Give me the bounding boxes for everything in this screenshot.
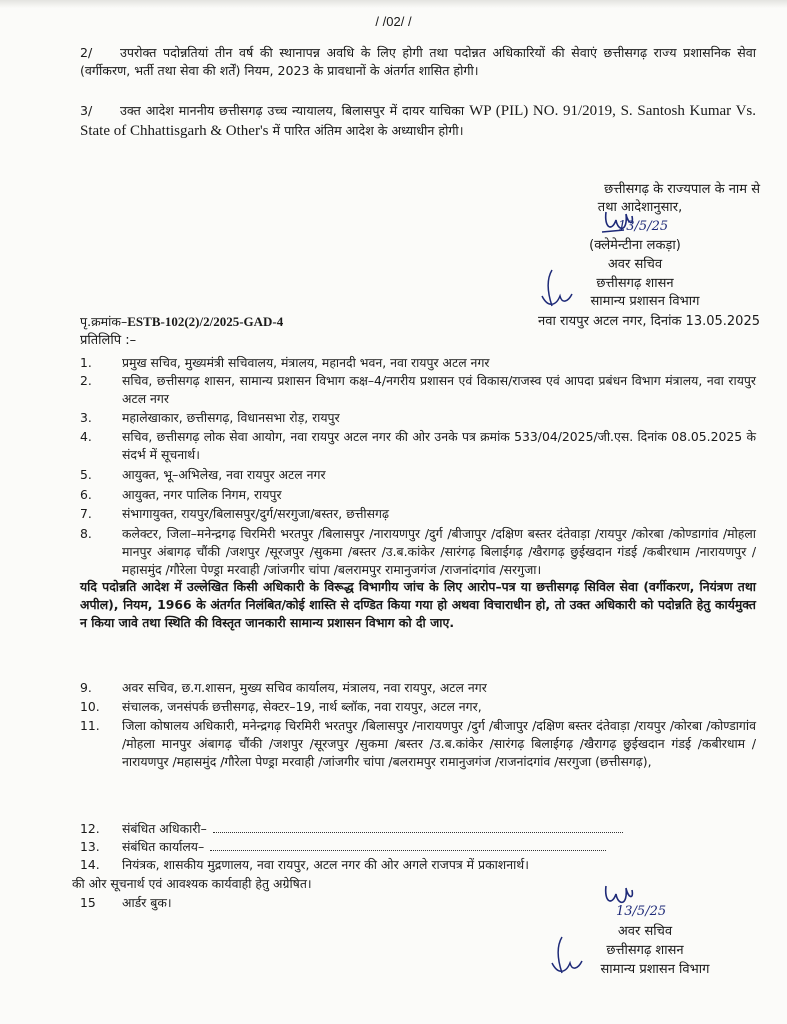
list-item (80, 372, 756, 408)
list-item-number: 8. (80, 526, 92, 541)
list-item (80, 838, 756, 856)
signature-date-2: 13/5/25 (616, 904, 667, 919)
reference-code: ESTB-102(2)/2/2025-GAD-4 (127, 314, 284, 329)
list-item (80, 505, 756, 523)
list-item-text: आयुक्त, भू–अभिलेख, नवा रायपुर अटल नगर (122, 467, 326, 482)
list-item-number: 7. (80, 506, 92, 521)
by-order-line: तथा आदेशानुसार, (597, 200, 683, 215)
paragraph-3 (80, 101, 756, 141)
list-item-number: 9. (80, 680, 92, 695)
list-item-number: 12. (80, 821, 100, 836)
list-item-text: जिला कोषालय अधिकारी, मनेन्द्रगढ़ चिरमिरी भरतपुर /बिलासपुर /नारायणपुर /दुर्ग /बीजापुर /दक्षिण बस्तर दंतेवाड़ा /रायपुर /कोरबा /कोण्डागांव /मोहला मानपुर अंबागढ़ चौंकी /जशपुर /सूरजपुर /सुकमा /बस्तर /उ.ब.कांकेर /सारंगढ़ बिलाईगढ़ /खैरागढ़ छुईखदान गंडई /कबीरधाम /नारायणपुर /महासमुंद /गौरेला पेण्ड्रा मरवाही /जांजगीर चांपा /बलरामपुर रामानुजगंज /राजनांदगांव /सरगुजा (छत्तीसगढ़), (122, 718, 756, 769)
forward-note: की ओर सूचनार्थ एवं आवश्यक कार्यवाही हेतु अग्रेषित। (72, 876, 312, 891)
list-item-text: नियंत्रक, शासकीय मुद्रणालय, नवा रायपुर, अटल नगर की ओर अगले राजपत्र में प्रकाशनार्थ। (122, 857, 529, 872)
list-item-number: 15 (80, 895, 96, 910)
list-item-number: 1. (80, 355, 92, 370)
list-item-text: महालेखाकार, छत्तीसगढ़, विधानसभा रोड़, रायपुर (122, 410, 340, 425)
list-item (80, 820, 756, 838)
reference-number (80, 313, 283, 330)
list-item-number: 11. (80, 718, 100, 733)
page-number: / /02/ / (375, 14, 412, 29)
list-item (80, 466, 756, 484)
list-item-text: प्रमुख सचिव, मुख्यमंत्री सचिवालय, मंत्रालय, महानदी भवन, नवा रायपुर अटल नगर (122, 355, 490, 370)
reference-prefix: पृ.क्रमांक– (80, 314, 128, 329)
list-item-number: 10. (80, 699, 100, 714)
paragraph-text-b: में पारित अंतिम आदेश के अध्याधीन होगी। (272, 123, 464, 138)
list-item-number: 6. (80, 487, 92, 502)
list-item (80, 525, 756, 631)
paragraph-number: 2/ (80, 45, 93, 60)
paragraph-text: उपरोक्त पदोन्नतियां तीन वर्ष की स्थानापन्न अवधि के लिए होगी तथा पदोन्नत अधिकारियों की सेवाएं छत्तीसगढ़ राज्य प्रशासनिक सेवा (वर्गीकरण, भर्ती तथा सेवा की शर्तें) नियम, 2023 के प्रावधानों के अंतर्गत शासित होगी। (80, 45, 756, 78)
list-item-text: कलेक्टर, जिला–मनेन्द्रगढ़ चिरमिरी भरतपुर /बिलासपुर /नारायणपुर /दुर्ग /बीजापुर /दक्षिण बस्तर दंतेवाड़ा /रायपुर /कोरबा /कोण्डागांव /मोहला मानपुर अंबागढ़ चौंकी /जशपुर /सूरजपुर /सुकमा /बस्तर /उ.ब.कांकेर /सारंगढ़ बिलाईगढ़ /खैरागढ़ छुईखदान गंडई /कबीरधाम /नारायणपुर /महासमुंद /गौरेला पेण्ड्रा मरवाही /जांजगीर चांपा /बलरामपुर रामानुजगंज /राजनांदगांव /सरगुजा। (122, 526, 756, 577)
case-reference: WP (PIL) NO. 91/2019, S. Santosh Kumar Vs. State of Chhattisgarh & Other's (80, 103, 756, 139)
list-item-number: 4. (80, 429, 92, 444)
signatory-designation-2: अवर सचिव (617, 924, 673, 939)
list-item-text: संचालक, जनसंपर्क छत्तीसगढ़, सेक्टर–19, नार्थ ब्लॉक, नवा रायपुर, अटल नगर, (122, 699, 482, 714)
list-item (80, 486, 756, 504)
list-item-number: 5. (80, 467, 92, 482)
paragraph-2 (80, 44, 756, 80)
signature-date-1: 13/5/25 (618, 219, 669, 234)
blank-line (213, 820, 623, 833)
list-item-text: आयुक्त, नगर पालिक निगम, रायपुर (122, 487, 282, 502)
list-item-text: सचिव, छत्तीसगढ़ लोक सेवा आयोग, नवा रायपुर अटल नगर की ओर उनके पत्र क्रमांक 533/04/2025/जी.एस. दिनांक 08.05.2025 के संदर्भ में सूचनार्थ। (122, 429, 756, 462)
disciplinary-note: यदि पदोन्नति आदेश में उल्लेखित किसी अधिकारी के विरूद्ध विभागीय जांच के लिए आरोप–पत्र या छत्तीसगढ़ सिविल सेवा (वर्गीकरण, नियंत्रण तथा अपील), नियम, 1966 के अंतर्गत निलंबित/कोई शास्ति से दण्डित किया गया हो अथवा विचाराधीन हो, तो उक्त अधिकारी को पदोन्नति हेतु कार्यमुक्त न किया जावे तथा स्थिति की विस्तृत जानकारी सामान्य प्रशासन विभाग को दी जाए. (80, 579, 756, 630)
list-item (80, 409, 756, 427)
list-item-number: 13. (80, 839, 100, 854)
signatory-name: (क्लेमेन्टीना लकड़ा) (589, 238, 681, 253)
list-item-text: संबंधित अधिकारी– (122, 821, 207, 836)
list-item-text: अवर सचिव, छ.ग.शासन, मुख्य सचिव कार्यालय, मंत्रालय, नवा रायपुर, अटल नगर (122, 680, 487, 695)
list-item-number: 3. (80, 410, 92, 425)
place-and-date: नवा रायपुर अटल नगर, दिनांक 13.05.2025 (538, 314, 760, 329)
list-item (80, 856, 756, 874)
list-item-text: संबंधित कार्यालय– (122, 839, 205, 854)
paragraph-number: 3/ (80, 103, 93, 118)
signatory-designation: अवर सचिव (607, 257, 663, 272)
list-item (80, 698, 756, 716)
list-item (80, 679, 756, 697)
signatory-department: सामान्य प्रशासन विभाग (590, 294, 700, 309)
list-item (80, 354, 756, 372)
governor-order-line: छत्तीसगढ़ के राज्यपाल के नाम से (604, 182, 760, 197)
signatory-department-2: सामान्य प्रशासन विभाग (600, 962, 710, 977)
copy-to-label: प्रतिलिपि :– (80, 333, 137, 348)
list-item-number: 2. (80, 373, 92, 388)
list-item-text: आर्डर बुक। (122, 895, 172, 910)
list-item (80, 428, 756, 464)
paragraph-text-a: उक्त आदेश माननीय छत्तीसगढ़ उच्च न्यायालय, बिलासपुर में दायर याचिका (120, 103, 465, 118)
signatory-government-2: छत्तीसगढ़ शासन (606, 943, 684, 958)
list-item-number: 14. (80, 857, 100, 872)
signatory-government: छत्तीसगढ़ शासन (596, 276, 674, 291)
list-item-text: सचिव, छत्तीसगढ़ शासन, सामान्य प्रशासन विभाग कक्ष–4/नगरीय प्रशासन एवं विकास/राजस्व एवं आपदा प्रबंधन विभाग मंत्रालय, नवा रायपुर अटल नगर (122, 373, 756, 406)
list-item-text: संभागायुक्त, रायपुर/बिलासपुर/दुर्ग/सरगुजा/बस्तर, छत्तीसगढ़ (122, 506, 389, 521)
list-item (80, 717, 756, 770)
blank-line (210, 838, 606, 851)
